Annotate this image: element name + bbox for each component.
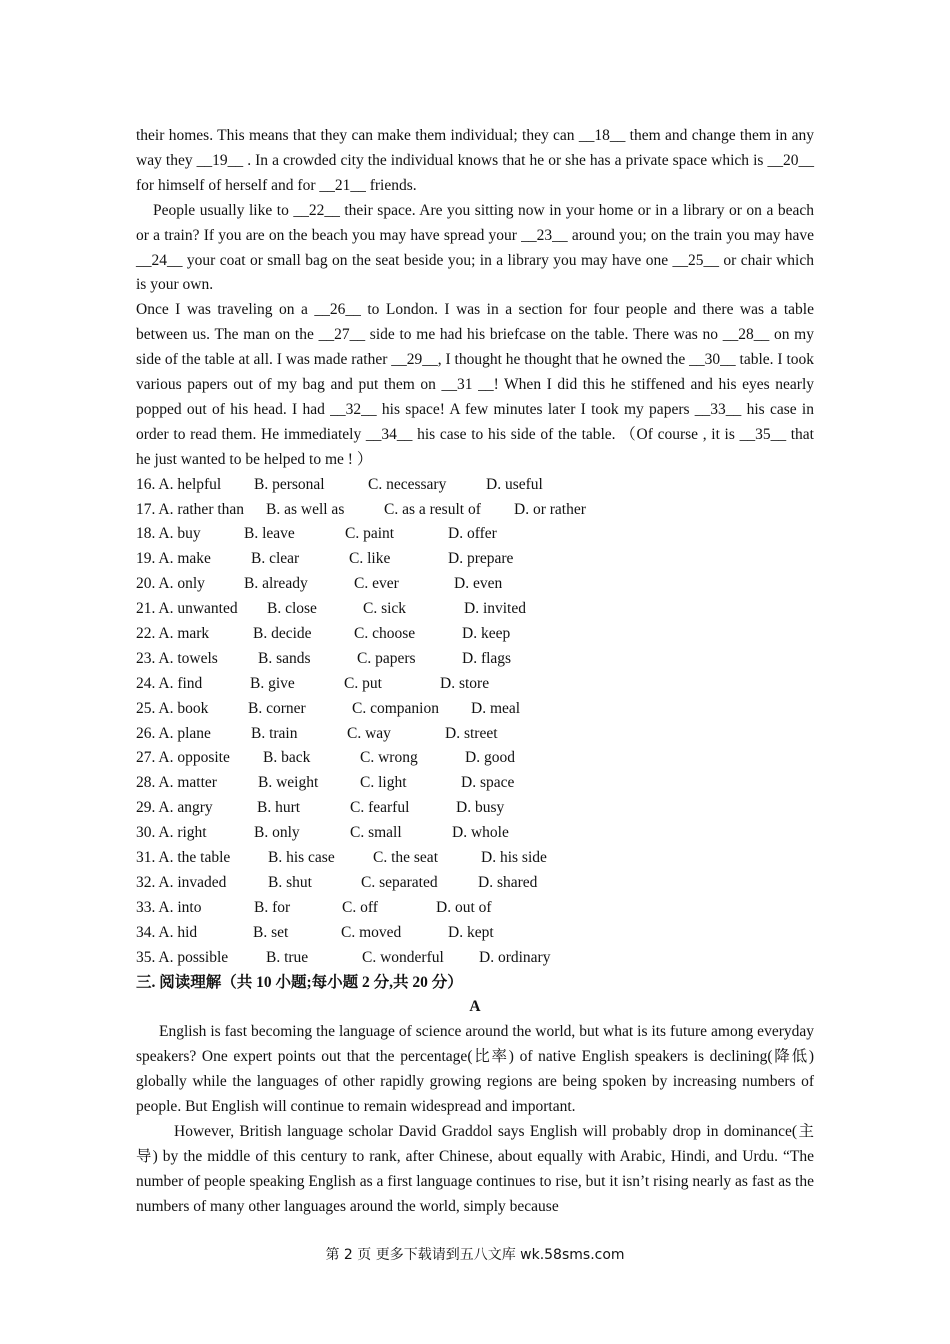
option-b: B. only: [254, 824, 300, 842]
question-row: [136, 946, 814, 971]
option-c: C. paint: [345, 525, 395, 543]
question-number-option-a: 26. A. plane: [136, 724, 211, 742]
question-list: [136, 473, 814, 971]
option-b: B. sands: [258, 649, 311, 667]
option-d: D. even: [454, 575, 503, 593]
passage-label: A: [469, 998, 481, 1016]
question-row: [136, 896, 814, 921]
option-d: D. out of: [436, 898, 492, 916]
option-c: C. moved: [341, 923, 402, 941]
question-row: [136, 547, 814, 572]
option-b: B. as well as: [266, 500, 345, 518]
option-b: B. close: [267, 600, 317, 618]
page-footer: 第 2 页 更多下载请到五八文库 wk.58sms.com: [325, 1247, 625, 1263]
question-number-option-a: 21. A. unwanted: [136, 600, 238, 618]
question-row: [136, 498, 814, 523]
question-row: [136, 473, 814, 498]
question-number-option-a: 23. A. towels: [136, 649, 218, 667]
option-b: B. back: [263, 749, 311, 767]
question-row: [136, 846, 814, 871]
question-row: [136, 821, 814, 846]
option-c: C. wonderful: [362, 948, 444, 966]
question-number-option-a: 31. A. the table: [136, 849, 231, 867]
option-d: D. his side: [481, 849, 547, 867]
question-row: [136, 622, 814, 647]
option-c: C. choose: [354, 625, 416, 643]
option-b: B. for: [254, 898, 291, 916]
question-row: [136, 597, 814, 622]
question-number-option-a: 25. A. book: [136, 699, 209, 717]
question-row: [136, 722, 814, 747]
document-page: [136, 124, 814, 1220]
option-b: B. clear: [251, 550, 300, 568]
option-c: C. necessary: [368, 475, 447, 493]
option-d: D. whole: [452, 824, 509, 842]
option-d: D. space: [461, 774, 515, 792]
question-row: [136, 746, 814, 771]
option-d: D. street: [445, 724, 498, 742]
question-number-option-a: 19. A. make: [136, 550, 211, 568]
passage-paragraph-3: Once I was traveling on a __26__ to London. I was in a section for four people and there was a table between us. The man on the __27__ side to me had his briefcase on the table. There was no __28__ on my side of the table at all. I was made rather __29__, I thought he thought that he owned the __30__ table. I took various papers out of my bag and put them on __31 __! When I did this he stiffened and his eyes nearly popped out of his head. I had __32__ his space! A few minutes later I took my papers __33__ his case in order to read them. He immediately __34__ his case to his side of the table. （Of course , it is __35__ that he just wanted to be helped to me ! ）: [136, 301, 814, 468]
question-number-option-a: 20. A. only: [136, 575, 205, 593]
question-number-option-a: 17. A. rather than: [136, 500, 245, 518]
option-b: B. decide: [253, 625, 312, 643]
option-d: D. keep: [462, 625, 511, 643]
option-c: C. like: [349, 550, 391, 568]
option-c: C. sick: [363, 600, 407, 618]
question-row: [136, 647, 814, 672]
option-d: D. useful: [486, 475, 543, 493]
option-b: B. true: [266, 948, 309, 966]
question-row: [136, 522, 814, 547]
reading-paragraph-1: English is fast becoming the language of science around the world, but what is its future among everyday speakers? One expert points out that the percentage(比率) of native English speakers is declining(降低) globally while the languages of other rapidly growing regions are being spoken by increasing numbers of people. But English will continue to remain widespread and important.: [136, 1023, 814, 1116]
question-number-option-a: 29. A. angry: [136, 799, 213, 817]
option-c: C. ever: [354, 575, 399, 593]
question-number-option-a: 33. A. into: [136, 898, 202, 916]
question-row: [136, 572, 814, 597]
option-b: B. set: [253, 923, 289, 941]
question-number-option-a: 35. A. possible: [136, 948, 229, 966]
option-c: C. fearful: [350, 799, 410, 817]
option-c: C. separated: [361, 873, 438, 891]
option-c: C. way: [347, 724, 391, 742]
option-c: C. companion: [352, 699, 439, 717]
option-c: C. the seat: [373, 849, 438, 867]
option-b: B. already: [244, 575, 308, 593]
question-number-option-a: 16. A. helpful: [136, 475, 222, 493]
question-row: [136, 672, 814, 697]
option-d: D. or rather: [514, 500, 586, 518]
option-d: D. shared: [478, 873, 538, 891]
passage-paragraph-1: their homes. This means that they can make them individual; they can __18__ them and change them in any way they __19__ . In a crowded city the individual knows that he or she has a private space which is __20__ for himself of herself and for __21__ friends.: [136, 127, 814, 194]
option-b: B. leave: [244, 525, 295, 543]
option-b: B. personal: [254, 475, 325, 493]
option-d: D. invited: [464, 600, 526, 618]
question-number-option-a: 32. A. invaded: [136, 873, 227, 891]
question-number-option-a: 34. A. hid: [136, 923, 198, 941]
option-d: D. prepare: [448, 550, 514, 568]
option-c: C. put: [344, 674, 382, 692]
passage-paragraph-2: People usually like to __22__ their space. Are you sitting now in your home or in a library or on a beach or a train? If you are on the beach you may have spread your __23__ around you; on the train you may have __24__ your coat or small bag on the seat beside you; in a library you may have one __25__ or chair which is your own.: [136, 201, 814, 294]
option-c: C. off: [342, 898, 378, 916]
option-b: B. hurt: [257, 799, 301, 817]
section-heading: 三. 阅读理解（共 10 小题;每小题 2 分,共 20 分）: [136, 973, 463, 991]
option-c: C. light: [360, 774, 407, 792]
question-row: [136, 697, 814, 722]
question-number-option-a: 22. A. mark: [136, 625, 210, 643]
option-c: C. as a result of: [384, 500, 481, 518]
option-c: C. papers: [357, 649, 416, 667]
question-number-option-a: 24. A. find: [136, 674, 203, 692]
option-d: D. ordinary: [479, 948, 551, 966]
option-b: B. shut: [268, 873, 312, 891]
option-b: B. train: [251, 724, 298, 742]
question-row: [136, 921, 814, 946]
question-row: [136, 796, 814, 821]
option-d: D. flags: [462, 649, 512, 667]
option-d: D. good: [465, 749, 515, 767]
option-d: D. meal: [471, 699, 521, 717]
question-number-option-a: 28. A. matter: [136, 774, 217, 792]
option-d: D. busy: [456, 799, 505, 817]
option-c: C. small: [350, 824, 402, 842]
option-c: C. wrong: [360, 749, 418, 767]
option-d: D. offer: [448, 525, 497, 543]
option-b: B. give: [250, 674, 295, 692]
question-number-option-a: 27. A. opposite: [136, 749, 230, 767]
question-number-option-a: 30. A. right: [136, 824, 207, 842]
question-number-option-a: 18. A. buy: [136, 525, 201, 543]
option-d: D. kept: [448, 923, 494, 941]
option-b: B. his case: [268, 849, 335, 867]
option-b: B. corner: [248, 699, 306, 717]
question-row: [136, 771, 814, 796]
reading-paragraph-2: However, British language scholar David Graddol says English will probably drop in dominance(主导) by the middle of this century to rank, after Chinese, about equally with Arabic, Hindi, and Urdu. “The number of people speaking English as a first language continues to rise, but it isn’t rising nearly as fast as the numbers of many other languages around the world, simply because: [136, 1122, 814, 1215]
option-b: B. weight: [258, 774, 319, 792]
option-d: D. store: [440, 674, 490, 692]
question-row: [136, 871, 814, 896]
